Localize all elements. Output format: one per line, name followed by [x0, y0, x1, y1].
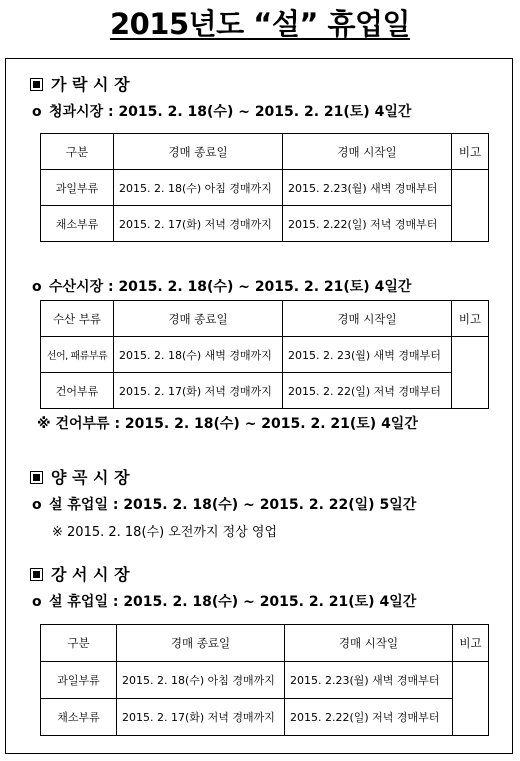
dried-fish-note: ※ 건어부류 : 2015. 2. 18(수) ~ 2015. 2. 21(토) 4일간	[37, 416, 418, 432]
table-header: 경매 종료일	[114, 301, 283, 337]
table-header: 구분	[41, 625, 117, 662]
table-cell: 2015. 2. 18(수) 아침 경매까지	[117, 662, 285, 699]
garak-fruit-veg-table	[40, 133, 489, 242]
table-row	[41, 699, 489, 736]
table-cell: 2015. 2.23(월) 새벽 경매부터	[283, 170, 452, 206]
table-row	[41, 206, 489, 242]
table-cell: 2015. 2. 17(화) 저녁 경매까지	[114, 206, 283, 242]
table-header: 구분	[41, 134, 114, 170]
garak-seafood-period: o 수산시장 : 2015. 2. 18(수) ~ 2015. 2. 21(토) 4일간	[32, 279, 412, 295]
table-row	[41, 662, 489, 699]
table-row	[41, 170, 489, 206]
table-row	[41, 337, 489, 373]
table-cell: 2015. 2. 18(수) 새벽 경매까지	[114, 337, 283, 373]
table-cell: 2015. 2. 17(화) 저녁 경매까지	[114, 373, 283, 409]
remarks-cell	[452, 337, 489, 409]
filled-square-icon	[30, 78, 43, 91]
circle-bullet-icon: o	[32, 279, 42, 295]
filled-square-icon	[30, 568, 43, 581]
circle-bullet-icon: o	[32, 594, 42, 610]
table-cell: 과일부류	[41, 170, 114, 206]
gangseo-table	[40, 624, 489, 736]
table-header: 경매 종료일	[114, 134, 283, 170]
yanggok-note: ※ 2015. 2. 18(수) 오전까지 정상 영업	[52, 525, 278, 540]
remarks-cell	[453, 662, 489, 736]
section-heading-gangseo: 강 서 시 장	[30, 562, 130, 585]
table-cell: 선어, 패류부류	[41, 337, 114, 373]
table-cell: 2015. 2.22(일) 저녁 경매부터	[285, 699, 453, 736]
table-header: 비고	[452, 301, 489, 337]
table-cell: 2015. 2.23(월) 새벽 경매부터	[285, 662, 453, 699]
circle-bullet-icon: o	[32, 497, 42, 513]
table-header: 경매 시작일	[283, 301, 452, 337]
table-header: 경매 시작일	[285, 625, 453, 662]
table-row	[41, 373, 489, 409]
table-cell: 2015. 2. 18(수) 아침 경매까지	[114, 170, 283, 206]
table-header: 비고	[453, 625, 489, 662]
table-cell: 건어부류	[41, 373, 114, 409]
circle-bullet-icon: o	[32, 104, 42, 120]
table-cell: 채소부류	[41, 699, 117, 736]
remarks-cell	[452, 170, 489, 242]
table-header: 수산 부류	[41, 301, 114, 337]
garak-seafood-table	[40, 300, 489, 409]
table-header: 경매 종료일	[117, 625, 285, 662]
table-header: 경매 시작일	[283, 134, 452, 170]
section-heading-yanggok: 양 곡 시 장	[30, 465, 130, 488]
filled-square-icon	[30, 471, 43, 484]
table-cell: 2015. 2. 23(월) 새벽 경매부터	[283, 337, 452, 373]
gangseo-period: o 설 휴업일 : 2015. 2. 18(수) ~ 2015. 2. 21(토) 4일간	[32, 594, 417, 610]
section-heading-garak: 가 락 시 장	[30, 72, 130, 95]
table-cell: 채소부류	[41, 206, 114, 242]
table-cell: 2015. 2. 22(일) 저녁 경매부터	[283, 373, 452, 409]
table-cell: 2015. 2.22(일) 저녁 경매부터	[283, 206, 452, 242]
table-cell: 과일부류	[41, 662, 117, 699]
table-header: 비고	[452, 134, 489, 170]
garak-fruit-veg-period: o 청과시장 : 2015. 2. 18(수) ~ 2015. 2. 21(토) 4일간	[32, 104, 412, 120]
yanggok-period: o 설 휴업일 : 2015. 2. 18(수) ~ 2015. 2. 22(일) 5일간	[32, 497, 417, 513]
table-cell: 2015. 2. 17(화) 저녁 경매까지	[117, 699, 285, 736]
page-title: 2015년도 “설” 휴업일	[109, 7, 411, 41]
